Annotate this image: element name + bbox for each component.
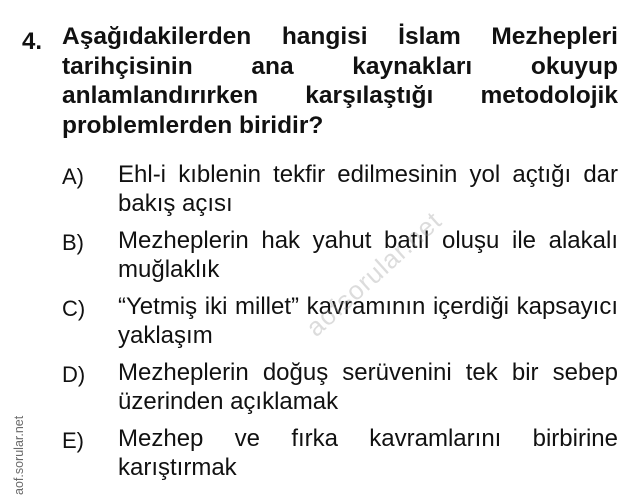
question-number: 4. — [22, 28, 43, 55]
question-stem: Aşağıdakilerden hangisi İslam Mezhepleri tarihçisinin ana kaynakları okuyup anlamlandırırken karşılaştığı metodolojik problemlerden biridir? — [62, 23, 618, 139]
option-letter: A) — [62, 164, 84, 189]
option-text: Mezheplerin doğuş serüvenini tek bir sebep üzerinden açıklamak — [118, 359, 618, 415]
side-watermark: aof.sorular.net — [12, 415, 26, 495]
option-letter: B) — [62, 230, 84, 255]
option-a[interactable] — [62, 160, 618, 218]
option-text: Mezheplerin hak yahut batıl oluşu ile alakalı muğlaklık — [118, 227, 618, 283]
option-letter: E) — [62, 428, 84, 453]
option-text: Mezhep ve fırka kavramlarını birbirine karıştırmak — [118, 425, 618, 481]
option-letter: C) — [62, 296, 86, 321]
option-b[interactable] — [62, 226, 618, 284]
option-d[interactable] — [62, 358, 618, 416]
option-e[interactable] — [62, 424, 618, 482]
option-text: Ehl-i kıblenin tekfir edilmesinin yol açtığı dar bakış açısı — [118, 161, 618, 217]
option-text: “Yetmiş iki millet” kavramının içerdiği kapsayıcı yaklaşım — [118, 293, 618, 349]
option-letter: D) — [62, 362, 86, 387]
diagonal-watermark: aofsorular.net — [300, 205, 448, 343]
